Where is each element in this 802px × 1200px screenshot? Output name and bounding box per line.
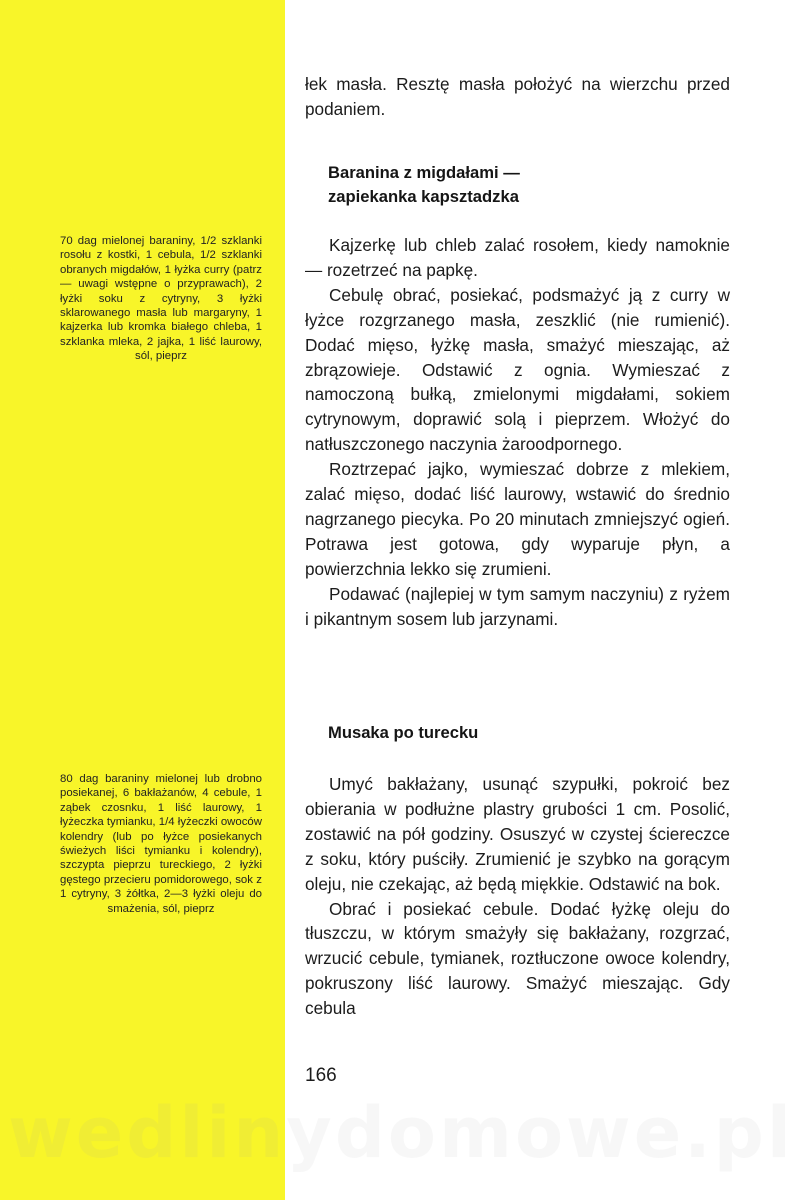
page-number: 166 [305, 1065, 337, 1086]
paragraph: Kajzerkę lub chleb zalać rosołem, kiedy namoknie — rozetrzeć na papkę. [305, 235, 730, 280]
recipe-title-line: Musaka po turecku [328, 723, 479, 742]
sidebar-panel [0, 0, 285, 1200]
ingredients-list-musaka: 80 dag baraniny mielonej lub drobno posiekanej, 6 bakłażanów, 4 cebule, 1 ząbek czosnku, 1 liść laurowy, 1 łyżeczka tymianku, 1/4 łyżeczki owoców kolendry (lub po łyżce posiekanych świeżych liści tymianku i kolendry), szczypta pieprzu tureckiego, 2 łyżki gęstego przecieru pomidorowego, sok z 1 cytryny, 3 żółtka, 2—3 łyżki oleju do smażenia, sól, pieprz [60, 773, 262, 915]
paragraph: Umyć bakłażany, usunąć szypułki, pokroić bez obierania w podłużne plastry grubości 1 cm. Posolić, zostawić na pół godziny. Osuszyć w czystej ściereczce z soku, który puściły. Zrumienić je szybko na gorącym oleju, nie czekając, aż będą miękkie. Odstawić na bok. [305, 774, 730, 894]
recipe-title-baranina [328, 161, 728, 209]
recipe-body-musaka [305, 772, 730, 1021]
paragraph: Podawać (najlepiej w tym samym naczyniu) z ryżem i pikantnym sosem lub jarzynami. [305, 583, 730, 629]
watermark: wedlinydomowe.pl [8, 1092, 794, 1174]
recipe-body-baranina [305, 233, 730, 632]
paragraph: Roztrzepać jajko, wymieszać dobrze z mlekiem, zalać mięso, dodać liść laurowy, wstawić do średnio nagrzanego piecyka. Po 20 minutach zmniejszyć ogień. Potrawa jest gotowa, gdy wyparuje płyn, a powierzchnia lekko się zrumieni. [305, 459, 730, 579]
paragraph: Obrać i posiekać cebule. Dodać łyżkę oleju do tłuszczu, w którym smażyły się bakłażany, rozgrzać, wrzucić cebule, tymianek, roztłuczone owoce kolendry, pokruszony liść laurowy. Smażyć mieszając. Gdy cebula [305, 898, 730, 1019]
continued-text [305, 72, 730, 122]
ingredients-list-baranina: 70 dag mielonej baraniny, 1/2 szklanki rosołu z kostki, 1 cebula, 1/2 szklanki obranych migdałów, 1 łyżka curry (patrz — uwagi wstępne o przyprawach), 2 łyżki soku z cytryny, 3 łyżki sklarowanego masła lub margaryny, 1 kajzerka lub kromka białego chleba, 1 szklanka mleka, 2 jajka, 1 liść laurowy, sól, pieprz [60, 235, 262, 363]
recipe-title-line: zapiekanka kapsztadzka [328, 187, 519, 206]
recipe-title-musaka [328, 721, 728, 745]
paragraph: Cebulę obrać, posiekać, podsmażyć ją z curry w łyżce rozgrzanego masła, zeszklić (nie rumienić). Dodać mięso, łyżkę masła, smażyć mieszając, aż zbrązowieje. Odstawić z ognia. Wymieszać z namoczoną bułką, zmielonymi migdałami, sokiem cytrynowym, doprawić solą i pieprzem. Włożyć do natłuszczonego naczynia żaroodpornego. [305, 284, 730, 455]
recipe-title-line: Baranina z migdałami — [328, 163, 520, 182]
paragraph: łek masła. Resztę masła położyć na wierzchu przed podaniem. [305, 74, 730, 119]
